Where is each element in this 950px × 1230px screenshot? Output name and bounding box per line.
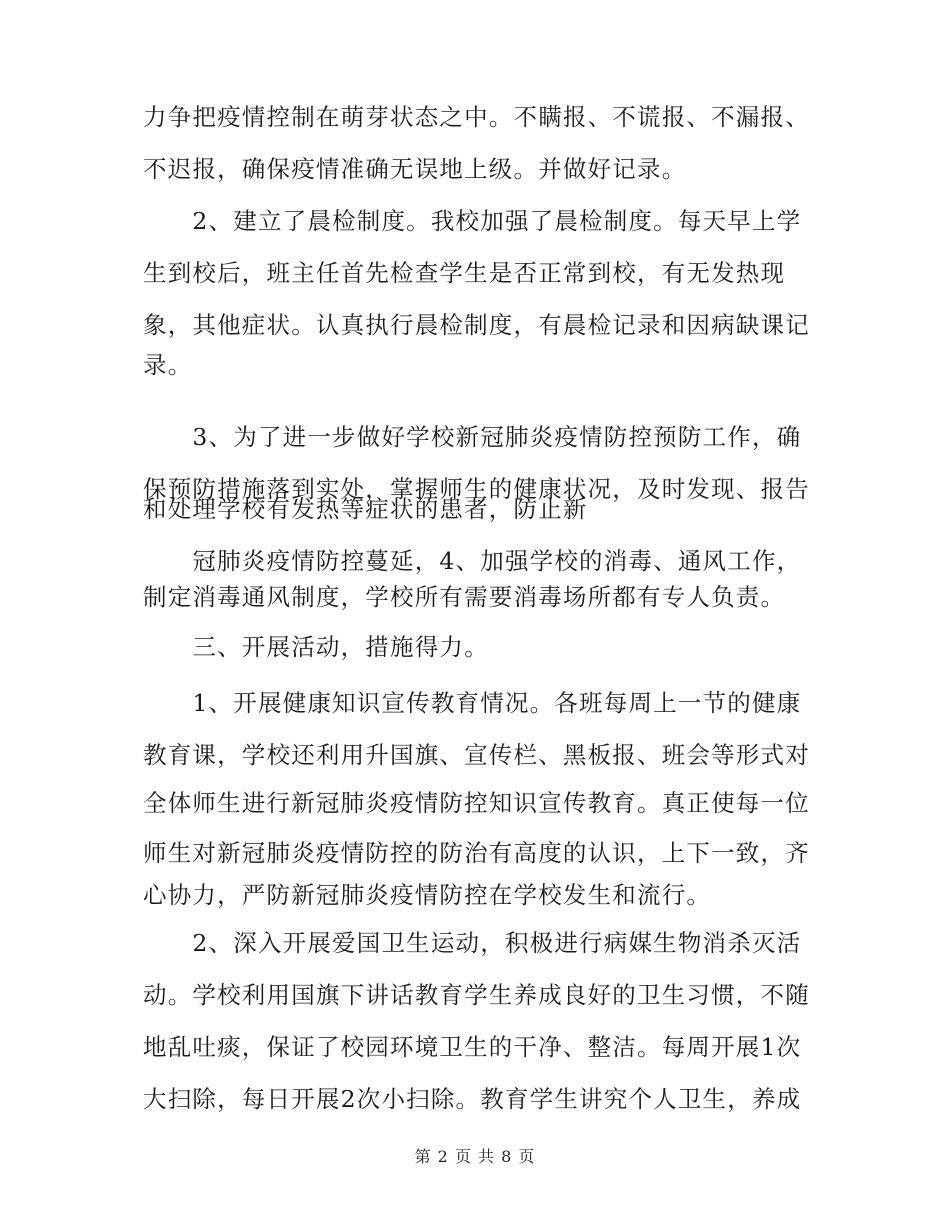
text-line: 保预防措施落到实处，掌握师生的健康状况，及时发现、报告	[143, 475, 810, 503]
text-line: 师生对新冠肺炎疫情防控的防治有高度的认识，上下一致，齐	[143, 839, 810, 867]
text-line: 力争把疫情控制在萌芽状态之中。不瞒报、不谎报、不漏报、	[143, 103, 810, 131]
text-line: 1、开展健康知识宣传教育情况。各班每周上一节的健康	[143, 689, 802, 717]
text-line: 大扫除，每日开展2次小扫除。教育学生讲究个人卫生，养成	[143, 1085, 802, 1113]
text-line: 冠肺炎疫情防控蔓延，4、加强学校的消毒、通风工作，	[143, 547, 802, 575]
text-line: 动。学校利用国旗下讲话教育学生养成良好的卫生习惯，不随	[143, 981, 810, 1009]
text-line: 生到校后，班主任首先检查学生是否正常到校，有无发热现	[143, 259, 786, 287]
text-line: 心协力，严防新冠肺炎疫情防控在学校发生和流行。	[143, 881, 712, 909]
text-line: 和处理学校有发热等症状的患者，防止新	[143, 495, 588, 523]
page-number: 第 2 页 共 8 页	[414, 1147, 536, 1166]
text-line: 教育课，学校还利用升国旗、宣传栏、黑板报、班会等形式对	[143, 741, 810, 769]
text-line: 2、建立了晨检制度。我校加强了晨检制度。每天早上学	[143, 207, 802, 235]
section-heading: 三、开展活动，措施得力。	[143, 633, 489, 661]
text-line: 象，其他症状。认真执行晨检制度，有晨检记录和因病缺课记	[143, 311, 810, 339]
text-line: 3、为了进一步做好学校新冠肺炎疫情防控预防工作，确	[143, 423, 802, 451]
text-line: 全体师生进行新冠肺炎疫情防控知识宣传教育。真正使每一位	[143, 789, 810, 817]
text-line: 2、深入开展爱国卫生运动，积极进行病媒生物消杀灭活	[143, 929, 802, 957]
text-line: 地乱吐痰，保证了校园环境卫生的干净、整洁。每周开展1次	[143, 1033, 802, 1061]
text-line: 录。	[143, 351, 193, 379]
text-line: 不迟报，确保疫情准确无误地上级。并做好记录。	[143, 155, 687, 183]
text-line: 制定消毒通风制度，学校所有需要消毒场所都有专人负责。	[143, 583, 786, 611]
